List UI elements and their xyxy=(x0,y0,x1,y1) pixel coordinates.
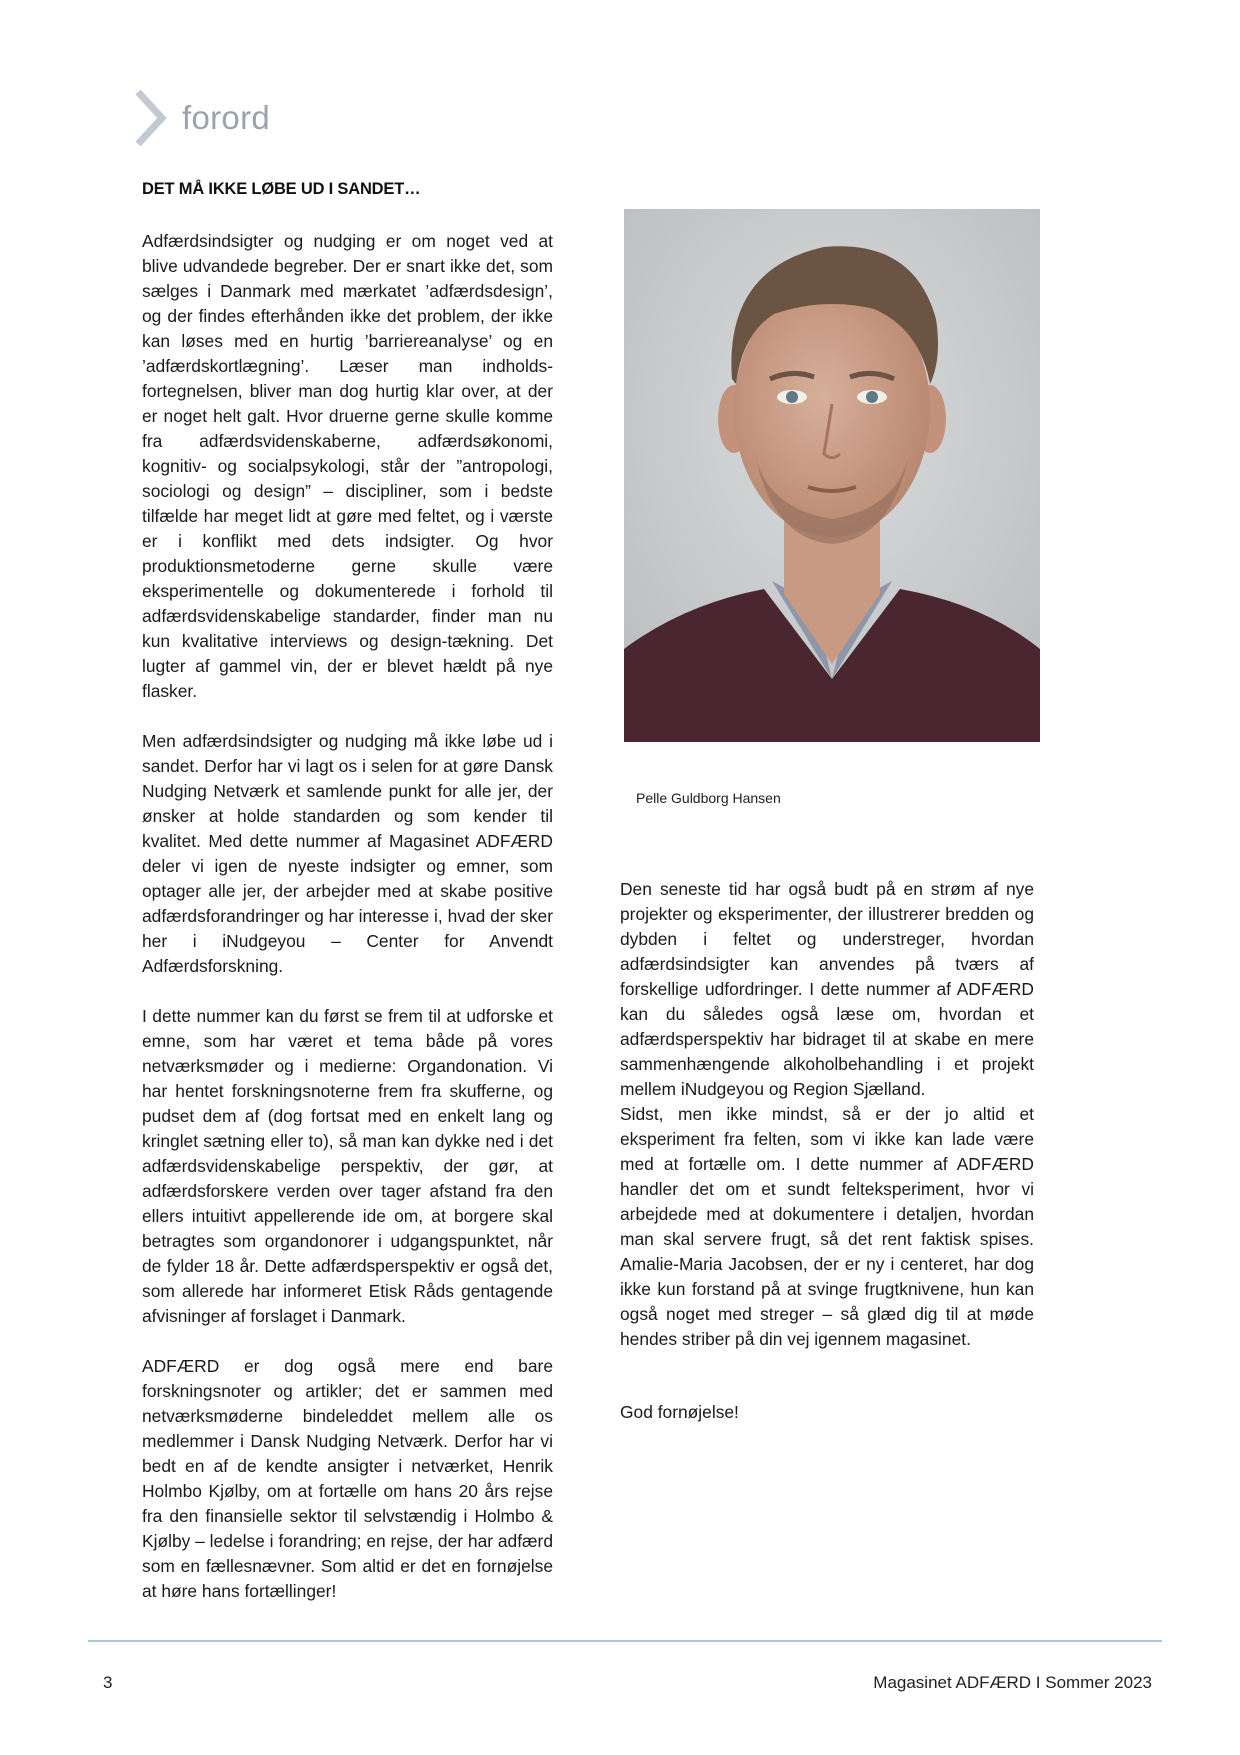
chevron-right-icon xyxy=(132,90,172,146)
portrait-photo xyxy=(624,209,1040,742)
paragraph: Den seneste tid har også budt på en strøm af nye projekter og eksperimenter, der illustrerer bredden og dybden i feltet og understreger, hvordan adfærdsindsigter kan anvendes på tværs af forskellige udfordringer. I dette nummer af ADFÆRD kan du således også læse om, hvordan et adfærdsperspektiv har bidraget til at skabe en mere sammenhængende alkoholbehandling i et projekt mellem iNudgeyou og Region Sjælland. xyxy=(620,879,1034,1099)
paragraph: ADFÆRD er dog også mere end bare forskningsnoter og artikler; det er sammen med netværksmøderne bindeleddet mellem alle os medlemmer i Dansk Nudging Netværk. Derfor har vi bedt en af de kendte ansigter i netværket, Henrik Holmbo Kjølby, om at fortælle om hans 20 års rejse fra den finansielle sektor til selvstændig i Holmbo & Kjølby – ledelse i forandring; en rejse, der har adfærd som en fællesnævner. Som altid er det en fornøjelse at høre hans fortællinger! xyxy=(142,1356,553,1601)
closing-line: God fornøjelse! xyxy=(620,1402,739,1422)
paragraph: Sidst, men ikke mindst, så er der jo altid et eksperiment fra felten, som vi ikke kan lade være med at fortælle om. I dette nummer af ADFÆRD handler det om et sundt felteksperiment, hvor vi arbejdede med at dokumentere i detaljen, hvordan man skal servere frugt, så det rent faktisk spises. Amalie-Maria Jacobsen, der er ny i centeret, har dog ikke kun forstand på at svinge frugtknivene, hun kan også noget med streger – så glæd dig til at møde hendes striber på din vej igennem magasinet. xyxy=(620,1104,1034,1349)
paragraph: Men adfærdsindsigter og nudging må ikke løbe ud i sandet. Derfor har vi lagt os i selen for at gøre Dansk Nudging Netværk et samlende punkt for alle jer, der ønsker at holde standarden og som kender til kvalitet. Med dette nummer af Magasinet ADFÆRD deler vi igen de nyeste indsigter og emner, som optager alle jer, der arbejder med at skabe positive adfærdsforandringer og har interesse i, hvad der sker her i iNudgeyou – Center for Anvendt Adfærdsforskning. xyxy=(142,731,553,976)
photo-caption: Pelle Guldborg Hansen xyxy=(636,790,781,806)
section-title: forord xyxy=(182,99,271,136)
left-column xyxy=(142,229,553,1629)
article-headline: DET MÅ IKKE LØBE UD I SANDET… xyxy=(142,180,421,198)
footer-divider xyxy=(88,1640,1162,1642)
right-column xyxy=(620,877,1034,1377)
section-header xyxy=(132,88,270,148)
page-number: 3 xyxy=(103,1673,113,1692)
magazine-footer: Magasinet ADFÆRD I Sommer 2023 xyxy=(873,1673,1152,1692)
paragraph: I dette nummer kan du først se frem til at udforske et emne, som har været et tema både på vores netværksmøder og i medierne: Organdonation. Vi har hentet forskningsnoterne frem fra skufferne, og pudset dem af (dog fortsat med en enkelt lang og kringlet sætning eller to), så man kan dykke ned i det adfærdsvidenskabelige perspektiv, der gør, at adfærdsforskere verden over tager afstand fra den ellers intuitivt appellerende ide om, at borgere skal betragtes som organdonorer i udgangspunktet, når de fylder 18 år. Dette adfærdsperspektiv er også det, som allerede har informeret Etisk Råds gentagende afvisninger af forslaget i Danmark. xyxy=(142,1006,553,1326)
paragraph: Adfærdsindsigter og nudging er om noget ved at blive udvandede begreber. Der er snart ikke det, som sælges i Danmark med mærkatet ’adfærdsdesign’, og der findes efterhånden ikke det problem, der ikke kan løses med en hurtig ’barriereanalyse’ og en ’adfærdskortlægning’. Læser man indholds-fortegnelsen, bliver man dog hurtig klar over, at der er noget helt galt. Hvor druerne gerne skulle komme fra adfærdsvidenskaberne, adfærdsøkonomi, kognitiv- og socialpsykologi, står der ”antropologi, sociologi og design” – discipliner, som i bedste tilfælde har meget lidt at gøre med feltet, og i værste er i konflikt med dets indsigter. Og hvor produktionsmetoderne gerne skulle være eksperimentelle og dokumenterede i forhold til adfærdsvidenskabelige standarder, finder man nu kun kvalitative interviews og design-tækning. Det lugter af gammel vin, der er blevet hældt på nye flasker. xyxy=(142,231,553,701)
